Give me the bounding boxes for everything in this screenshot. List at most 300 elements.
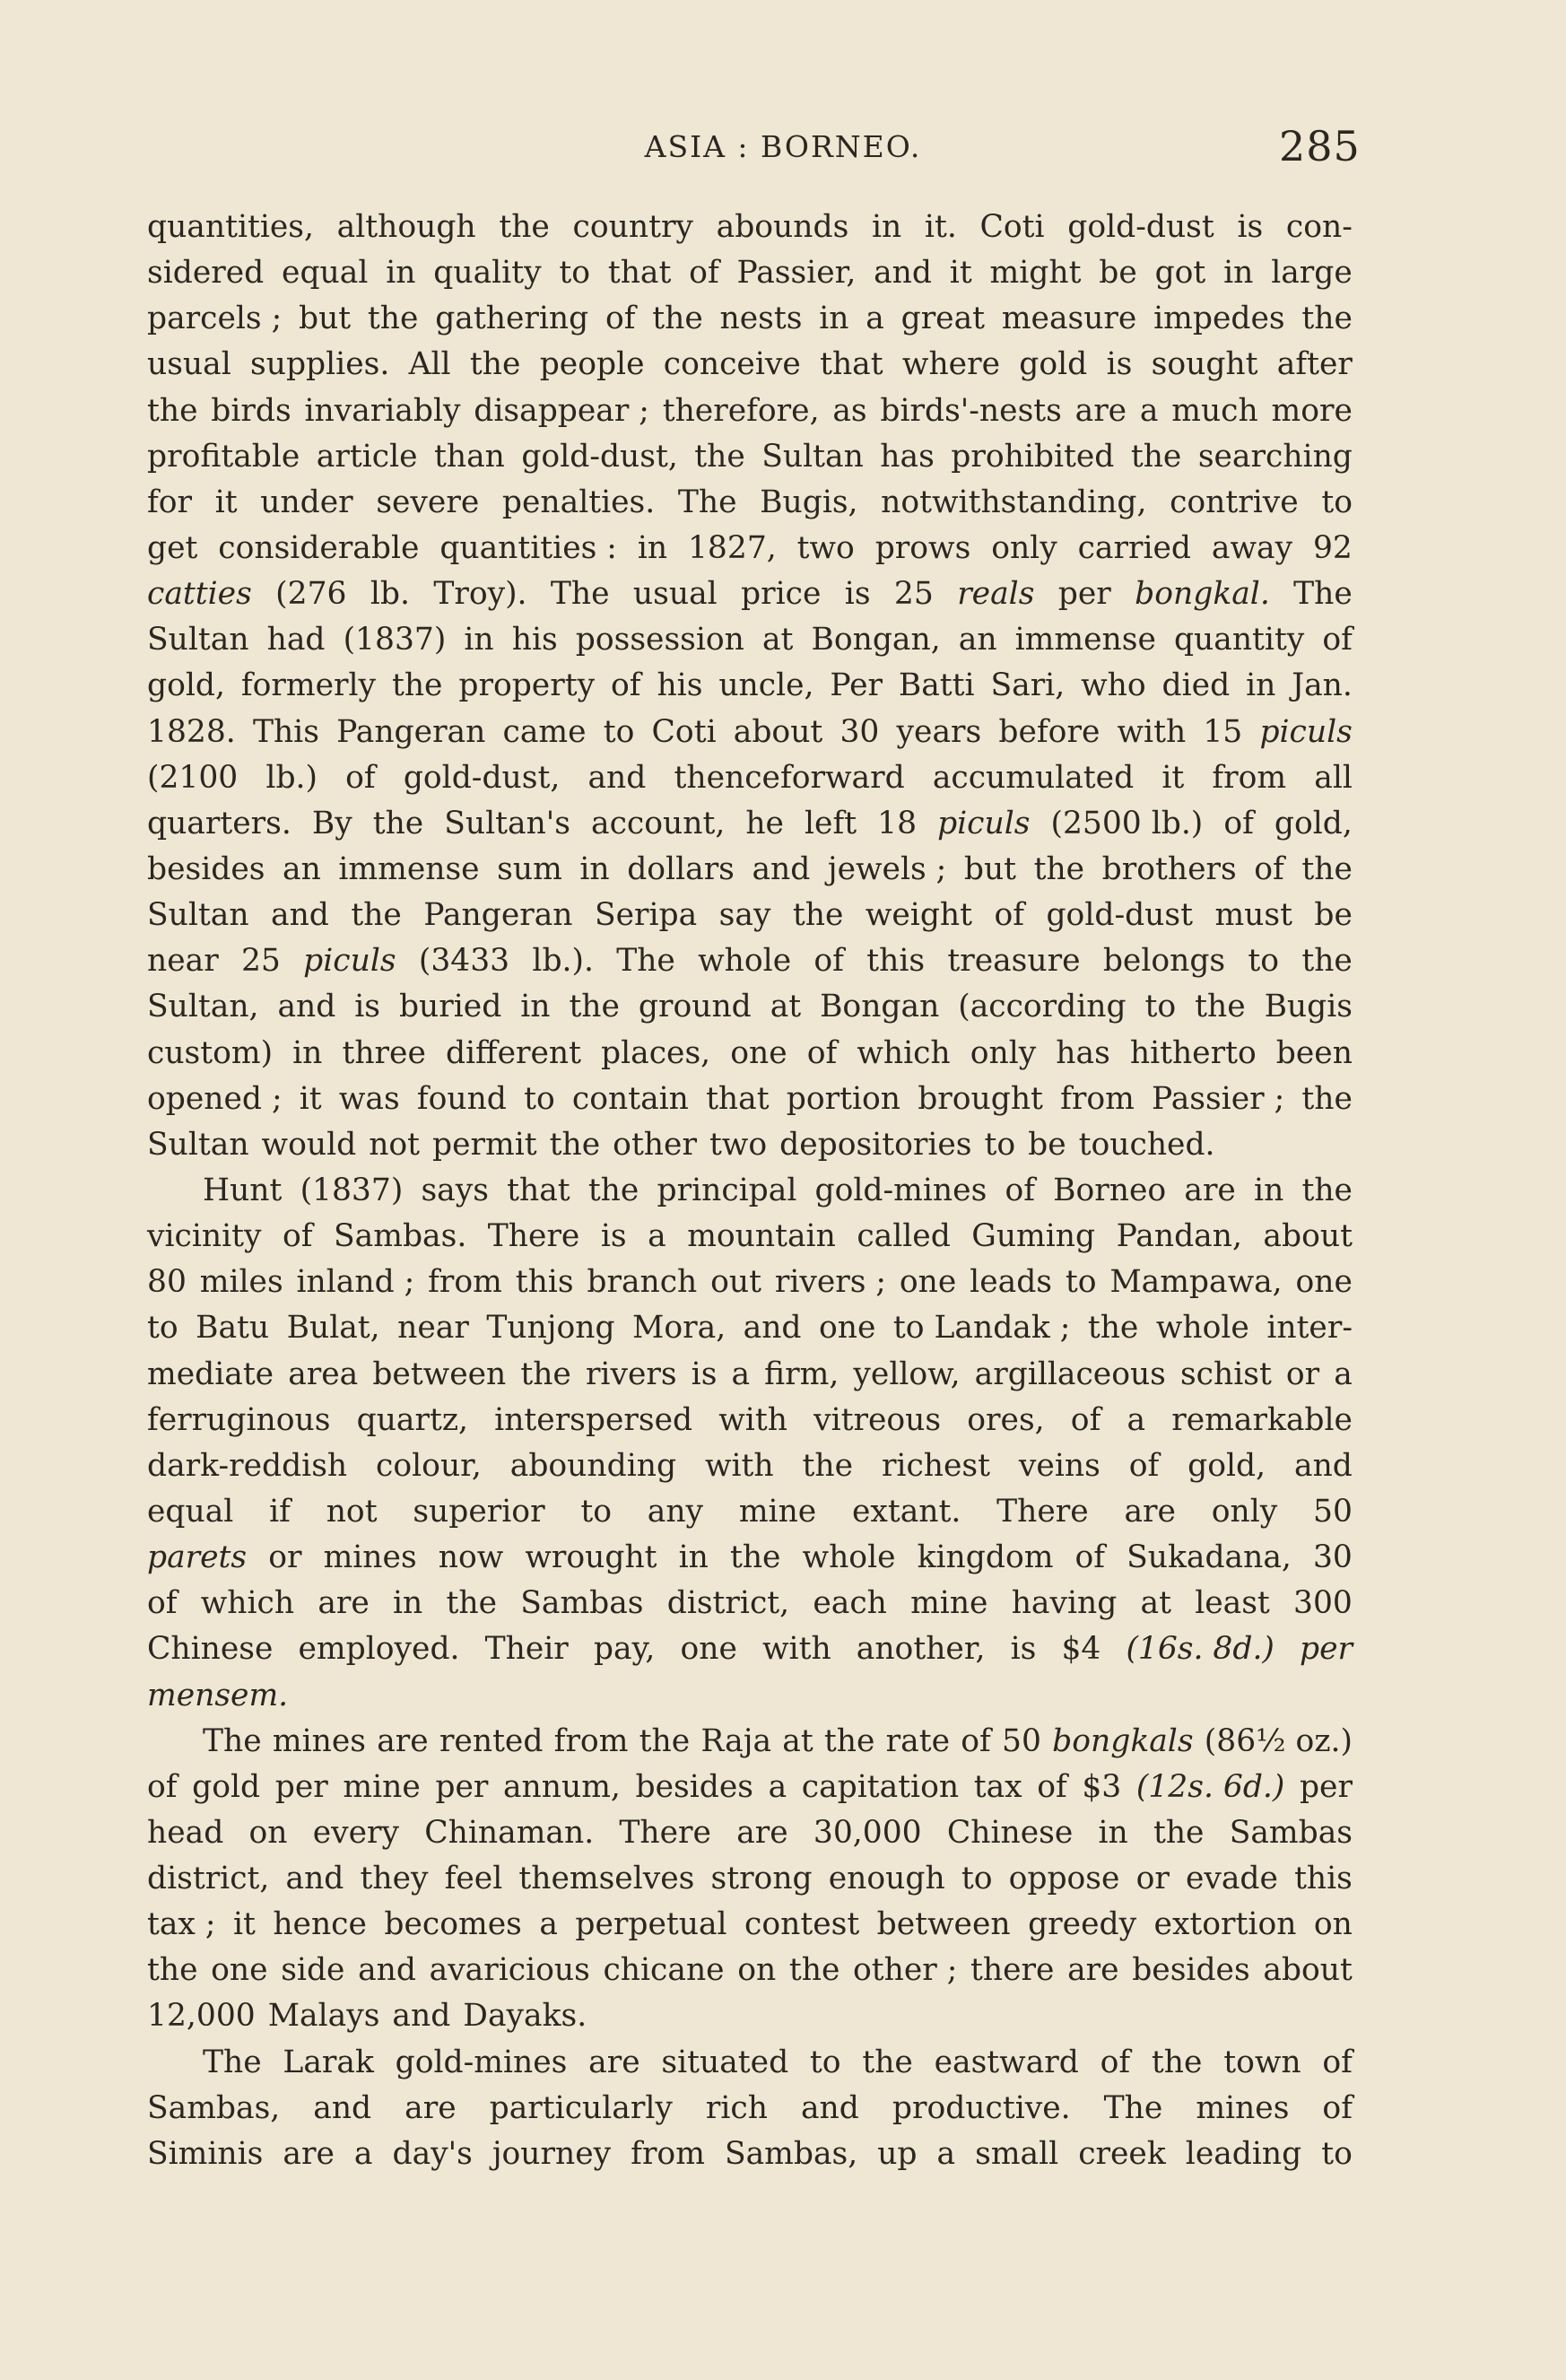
word: from — [1212, 759, 1287, 796]
word: called — [857, 1218, 951, 1255]
word: Pangeran — [423, 897, 573, 934]
word: the — [1195, 989, 1246, 1025]
word: tax ; — [147, 1906, 216, 1943]
word: one — [680, 1631, 737, 1668]
word: employed. — [298, 1631, 460, 1668]
word: more — [1271, 392, 1353, 429]
word: side — [281, 1952, 345, 1989]
word: Sambas — [520, 1585, 644, 1622]
word: in — [871, 209, 902, 245]
word: district, — [147, 1861, 270, 1897]
word: only — [970, 1034, 1037, 1071]
word: Bulat, — [286, 1310, 380, 1347]
word: a — [648, 1218, 666, 1255]
word: if — [269, 1493, 291, 1530]
word: about — [1263, 1218, 1353, 1255]
word: Sukadana, — [1127, 1539, 1292, 1576]
word: the — [652, 301, 703, 337]
word: and — [358, 1952, 416, 1989]
word: the — [549, 1126, 601, 1163]
word: the — [587, 1172, 639, 1208]
word: in — [292, 1034, 323, 1071]
word: who — [1081, 667, 1146, 704]
word: contain — [571, 1080, 689, 1117]
word: Mora, — [632, 1310, 726, 1347]
word: birds'-nests — [880, 392, 1062, 429]
word: in — [1098, 1814, 1128, 1851]
word: is — [1010, 1631, 1037, 1668]
word: the — [446, 1585, 498, 1622]
word: in — [1246, 667, 1276, 704]
word: principal — [657, 1172, 797, 1208]
word: nests — [719, 301, 803, 337]
word: ores, — [967, 1401, 1045, 1438]
word: a — [539, 1906, 558, 1943]
text-line — [147, 1443, 1353, 1489]
word: in — [1223, 255, 1254, 292]
word: Sultan — [761, 438, 864, 475]
word: to — [524, 1080, 555, 1117]
word: but — [963, 850, 1017, 887]
word: are — [1124, 1493, 1176, 1530]
word: Pandan, — [1116, 1218, 1242, 1255]
text-line — [147, 1489, 1353, 1535]
word: on — [248, 1814, 288, 1851]
word: as — [832, 392, 867, 429]
word: to — [984, 1126, 1016, 1163]
word: one — [1295, 1264, 1353, 1301]
word: usual — [632, 576, 718, 613]
word: uncle, — [718, 667, 814, 704]
text-line — [147, 526, 1353, 571]
word: The — [203, 2044, 262, 2080]
word: there — [970, 1952, 1055, 1989]
word: says — [421, 1172, 489, 1208]
word: contrive — [1170, 484, 1299, 520]
text-line — [147, 1214, 1353, 1260]
word: are — [377, 1722, 429, 1759]
word: years — [896, 713, 982, 750]
word: formerly — [240, 667, 377, 704]
word: brought — [918, 1080, 1043, 1117]
word: of — [994, 897, 1025, 934]
word: 12,000 — [147, 1998, 256, 2035]
word: quarters. — [147, 805, 291, 841]
word: wrought — [525, 1539, 657, 1576]
word: $4 — [1061, 1631, 1101, 1668]
word: than — [434, 438, 505, 475]
word: penalties. — [501, 484, 656, 520]
word: capitation — [801, 1768, 960, 1805]
word: 50 — [1002, 1722, 1041, 1759]
text-line — [147, 1122, 1353, 1168]
word: is — [1106, 346, 1133, 383]
word: The — [616, 943, 675, 980]
word: Malays — [267, 1998, 380, 2035]
word: gold-dust — [1046, 897, 1193, 934]
word: country — [572, 209, 693, 245]
word: is — [600, 1218, 627, 1255]
word: one — [730, 1034, 787, 1071]
word: schist — [1179, 1356, 1272, 1392]
word: are — [318, 1585, 370, 1622]
word: to — [147, 1310, 178, 1347]
word: There — [619, 1814, 711, 1851]
word: quantity — [1173, 622, 1305, 658]
word: per — [1057, 576, 1111, 613]
word: the — [499, 209, 550, 245]
word: measure — [1001, 301, 1137, 337]
word: lb.). — [532, 943, 594, 980]
text-line — [147, 1581, 1353, 1626]
word: All — [408, 346, 451, 383]
word: the — [823, 1722, 875, 1759]
word: Pangeran — [336, 713, 486, 750]
word: is — [844, 576, 871, 613]
word: invariably — [304, 392, 461, 429]
text-line — [147, 801, 1353, 847]
word: parcels ; — [147, 301, 283, 337]
word: about — [1263, 1952, 1353, 1989]
word: Raja — [700, 1722, 772, 1759]
word: per — [435, 1768, 489, 1805]
word: Jan. — [1292, 667, 1353, 704]
word: before — [998, 713, 1101, 750]
word: contest — [744, 1906, 860, 1943]
word: to — [1144, 989, 1177, 1025]
word: depositories — [779, 1126, 972, 1163]
word: of — [689, 255, 719, 292]
text-line — [147, 1810, 1353, 1856]
word: piculs — [1259, 713, 1353, 750]
word: is — [354, 989, 381, 1025]
word: in — [1254, 1172, 1284, 1208]
word: are — [1074, 392, 1127, 429]
word: district, — [666, 1585, 790, 1622]
word: the — [367, 301, 419, 337]
word: which — [200, 1585, 295, 1622]
word: his — [657, 667, 703, 704]
word: birds — [211, 392, 291, 429]
word: whole — [802, 1539, 896, 1576]
text-line — [147, 342, 1353, 388]
word: besides — [635, 1768, 753, 1805]
word: in — [464, 622, 494, 658]
word: the — [1153, 1814, 1205, 1851]
word: 92 — [1312, 529, 1353, 566]
word: gold-dust, — [403, 759, 561, 796]
word: ground — [638, 989, 752, 1025]
word: 1828. — [147, 713, 236, 750]
word: is — [691, 1356, 718, 1392]
word: from — [428, 1264, 502, 1301]
word: great — [900, 301, 986, 337]
text-line — [147, 663, 1353, 709]
word: particularly — [489, 2089, 673, 2126]
word: an — [283, 850, 321, 887]
text-line — [147, 1902, 1353, 1948]
word: to — [580, 1493, 612, 1530]
word: be — [1314, 897, 1353, 934]
text-line — [147, 571, 1353, 617]
word: had — [266, 622, 326, 658]
word: this — [515, 1264, 574, 1301]
word: the — [729, 1539, 781, 1576]
word: dollars — [627, 850, 735, 887]
word: from — [631, 2135, 705, 2172]
word: besides — [147, 850, 265, 887]
word: town — [1223, 2044, 1301, 2080]
word: vitreous — [813, 1401, 942, 1438]
word: any — [647, 1493, 704, 1530]
word: the — [351, 897, 402, 934]
word: at — [1140, 1585, 1171, 1622]
word: 300 — [1293, 1585, 1353, 1622]
word: out — [710, 1264, 761, 1301]
word: rivers ; — [774, 1264, 887, 1301]
word: or — [1285, 1356, 1320, 1392]
word: that — [607, 255, 672, 292]
word: to — [1321, 2135, 1353, 2172]
word: mines — [272, 1722, 366, 1759]
word: Bongan, — [811, 622, 941, 658]
word: 30,000 — [813, 1814, 922, 1851]
word: another, — [856, 1631, 986, 1668]
text-line — [147, 893, 1353, 938]
word: Per — [830, 667, 883, 704]
word: inter- — [1266, 1310, 1353, 1347]
text-line — [147, 480, 1353, 526]
word: avaricious — [429, 1952, 590, 1989]
word: $3 — [1082, 1768, 1122, 1805]
word: This — [252, 713, 319, 750]
word: one — [899, 1264, 957, 1301]
word: rivers — [585, 1356, 677, 1392]
word: gold-mines — [814, 1172, 987, 1208]
word: Siminis — [147, 2135, 264, 2172]
word: besides — [1132, 1952, 1250, 1989]
word: it — [232, 1906, 256, 1943]
word: under — [260, 484, 353, 520]
word: other — [613, 1126, 697, 1163]
word: Troy). — [433, 576, 527, 613]
word: touched. — [1078, 1126, 1215, 1163]
word: con- — [1285, 209, 1353, 245]
word: inland ; — [296, 1264, 415, 1301]
word: Sultan — [147, 1126, 249, 1163]
word: immense — [338, 850, 480, 887]
word: at — [761, 622, 794, 658]
word: Batti — [898, 667, 975, 704]
word: Chinese — [147, 1631, 274, 1668]
word: that — [507, 1172, 570, 1208]
word: area — [288, 1356, 359, 1392]
word: away — [1211, 529, 1293, 566]
word: tax — [973, 1768, 1022, 1805]
word: themselves — [518, 1861, 695, 1897]
word: and — [285, 1861, 344, 1897]
word: lb. — [370, 576, 410, 613]
word: gathering — [435, 301, 589, 337]
word: Sambas. — [334, 1218, 467, 1255]
word: this — [866, 943, 926, 980]
word: per — [274, 1768, 328, 1805]
word: of — [1254, 850, 1284, 887]
word: becomes — [384, 1906, 522, 1943]
word: about — [733, 713, 823, 750]
word: from — [1060, 1080, 1135, 1117]
word: (3433 — [418, 943, 510, 980]
word: and — [587, 759, 647, 796]
word: considerable — [218, 529, 420, 566]
word: the — [372, 805, 424, 841]
word: gold, — [1188, 1447, 1266, 1484]
word: and — [752, 850, 811, 887]
word: miles — [199, 1264, 283, 1301]
word: in — [579, 850, 610, 887]
word: perpetual — [575, 1906, 727, 1943]
word: branch — [587, 1264, 698, 1301]
word: hence — [273, 1906, 367, 1943]
word: came — [502, 713, 587, 750]
word: The — [550, 576, 610, 613]
word: which — [857, 1034, 951, 1071]
word: hitherto — [1129, 1034, 1257, 1071]
word: leads — [970, 1264, 1052, 1301]
word: Their — [484, 1631, 569, 1668]
word: of — [1070, 1401, 1101, 1438]
word: with — [718, 1401, 787, 1438]
word: a — [1334, 1356, 1353, 1392]
word: mines — [323, 1539, 417, 1576]
word: Seripa — [594, 897, 698, 934]
word: and — [743, 1310, 802, 1347]
text-line — [147, 984, 1353, 1030]
word: mediate — [147, 1356, 274, 1392]
word: of — [1074, 1539, 1106, 1576]
text-line — [147, 205, 1353, 250]
word: 80 — [147, 1264, 187, 1301]
word: least — [1195, 1585, 1270, 1622]
word: Chinaman. — [424, 1814, 595, 1851]
word: much — [1171, 392, 1258, 429]
word: between — [372, 1356, 507, 1392]
text-line — [147, 1260, 1353, 1305]
word: Coti — [979, 209, 1045, 245]
word: of — [813, 943, 844, 980]
word: are — [588, 2044, 640, 2080]
word: of — [147, 1585, 178, 1622]
word: get — [147, 529, 198, 566]
text-line — [147, 2086, 1353, 2132]
word: the — [1151, 2044, 1203, 2080]
word: Larak — [283, 2044, 374, 2080]
word: not — [369, 1126, 421, 1163]
word: By — [311, 805, 352, 841]
word: between — [876, 1906, 1011, 1943]
text-line — [147, 755, 1353, 801]
word: day's — [392, 2135, 473, 2172]
word: and — [392, 1998, 451, 2035]
word: on — [1313, 1906, 1353, 1943]
word: opened ; — [147, 1080, 283, 1117]
word: thenceforward — [674, 759, 905, 796]
word: creek — [1078, 2135, 1166, 2172]
word: searching — [1197, 438, 1353, 475]
word: article — [316, 438, 418, 475]
word: Coti — [651, 713, 717, 750]
text-line — [147, 1077, 1353, 1122]
word: be — [1099, 255, 1137, 292]
word: he — [745, 805, 784, 841]
word: three — [342, 1034, 426, 1071]
word: rented — [439, 1722, 544, 1759]
word: richest — [881, 1447, 990, 1484]
word: severe — [376, 484, 480, 520]
word: at — [770, 989, 802, 1025]
word: Hunt — [203, 1172, 283, 1208]
word: productive. — [892, 2089, 1071, 2126]
word: The — [1103, 2089, 1163, 2126]
word: portion — [786, 1080, 901, 1117]
word: situated — [661, 2044, 789, 2080]
word: now — [438, 1539, 504, 1576]
word: sought — [1151, 346, 1258, 383]
word: got — [1154, 255, 1206, 292]
word: in — [520, 989, 551, 1025]
word: leading — [1185, 2135, 1302, 2172]
word: equal — [282, 255, 369, 292]
word: a — [1139, 392, 1159, 429]
word: 25 — [240, 943, 281, 980]
word: one — [819, 1310, 876, 1347]
word: found — [416, 1080, 507, 1117]
word: might — [989, 255, 1082, 292]
word: Sultan — [147, 622, 249, 658]
word: account, — [591, 805, 726, 841]
word: was — [338, 1080, 400, 1117]
word: in — [678, 1539, 709, 1576]
word: it — [949, 255, 972, 292]
word: 30 — [840, 713, 880, 750]
word: gold-dust, — [521, 438, 678, 475]
word: gold-mines — [395, 2044, 568, 2080]
word: Passier, — [736, 255, 857, 292]
word: of — [147, 1768, 178, 1805]
word: the — [569, 989, 620, 1025]
word: Sambas — [1229, 1814, 1353, 1851]
word: (2100 — [147, 759, 239, 796]
word: mountain — [687, 1218, 836, 1255]
word: the — [788, 1952, 840, 1989]
word: ferruginous — [147, 1401, 331, 1438]
word: piculs — [937, 805, 1031, 841]
word: firm, — [764, 1356, 840, 1392]
word: in — [819, 301, 849, 337]
word: the — [639, 1722, 691, 1759]
word: The — [677, 484, 737, 520]
text-line — [147, 2132, 1353, 2177]
word: therefore, — [662, 392, 820, 429]
word: of — [1223, 805, 1254, 841]
word: The — [203, 1722, 262, 1759]
word: small — [975, 2135, 1059, 2172]
word: at — [782, 1722, 813, 1759]
word: to — [1065, 1264, 1097, 1301]
word: Sari, — [990, 667, 1066, 704]
word: and — [277, 989, 336, 1025]
word: is — [1237, 209, 1264, 245]
